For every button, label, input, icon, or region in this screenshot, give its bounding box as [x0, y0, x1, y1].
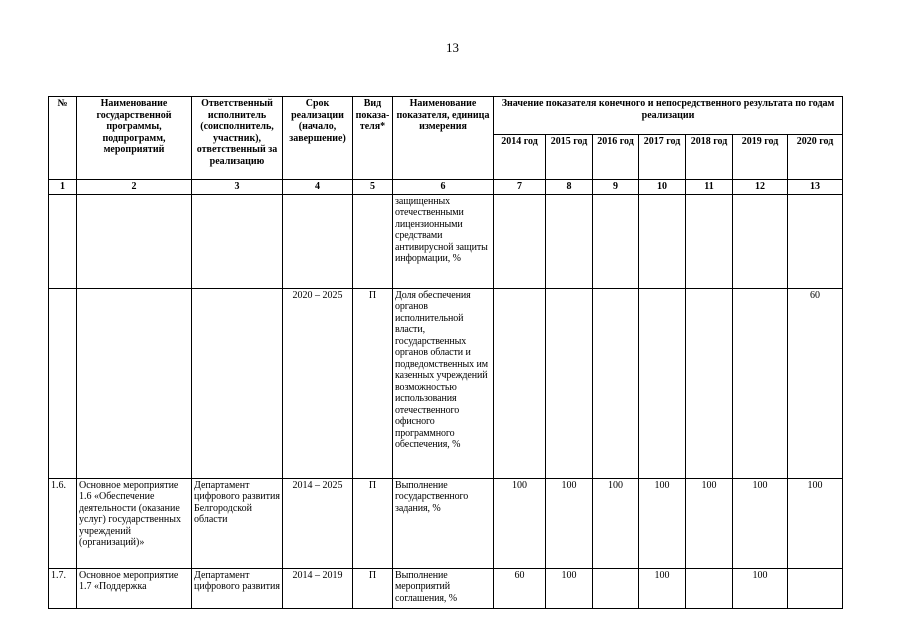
column-number: 9 — [593, 180, 639, 195]
cell-value — [686, 568, 733, 608]
cell-value — [639, 288, 686, 478]
column-number: 6 — [393, 180, 494, 195]
cell-name: Основное мероприятие 1.7 «Поддержка — [77, 568, 192, 608]
cell-executor: Департамент цифрового развития — [192, 568, 283, 608]
column-number: 12 — [733, 180, 788, 195]
column-numbers-row — [49, 180, 843, 195]
indicator-table — [48, 96, 843, 609]
header-name: Наименование государственной программы, подпрограмм, мероприятий — [77, 97, 192, 180]
header-year: 2017 год — [639, 135, 686, 180]
column-number: 8 — [546, 180, 593, 195]
header-year: 2018 год — [686, 135, 733, 180]
header-values-group: Значение показателя конечного и непосредственного результата по годам реализации — [494, 97, 843, 135]
cell-value — [494, 194, 546, 288]
cell-value: 100 — [788, 478, 843, 568]
cell-indicator: Доля обеспечения органов исполнительной власти, государственных органов области и подведомственных им казенных учреждений возможностью использования отечественного офисного программного обеспечения, % — [393, 288, 494, 478]
cell-value: 100 — [494, 478, 546, 568]
cell-no — [49, 194, 77, 288]
cell-indicator: Выполнение мероприятий соглашения, % — [393, 568, 494, 608]
cell-no: 1.6. — [49, 478, 77, 568]
cell-no — [49, 288, 77, 478]
column-number: 1 — [49, 180, 77, 195]
cell-value: 60 — [788, 288, 843, 478]
cell-name: Основное мероприятие 1.6 «Обеспечение деятельности (оказание услуг) государственных учреждений (организаций)» — [77, 478, 192, 568]
header-period: Срок реализации (начало, завершение) — [283, 97, 353, 180]
column-number: 2 — [77, 180, 192, 195]
column-number: 13 — [788, 180, 843, 195]
cell-executor — [192, 288, 283, 478]
cell-value — [686, 288, 733, 478]
cell-name — [77, 288, 192, 478]
column-number: 5 — [353, 180, 393, 195]
cell-value — [593, 194, 639, 288]
table-row — [49, 478, 843, 568]
table-row — [49, 568, 843, 608]
header-kind: Вид показа-теля* — [353, 97, 393, 180]
cell-value — [593, 568, 639, 608]
column-number: 10 — [639, 180, 686, 195]
cell-kind: П — [353, 568, 393, 608]
cell-no: 1.7. — [49, 568, 77, 608]
cell-period: 2014 – 2025 — [283, 478, 353, 568]
cell-value — [494, 288, 546, 478]
cell-kind: П — [353, 288, 393, 478]
cell-value: 100 — [593, 478, 639, 568]
header-indicator: Наименование показателя, единица измерения — [393, 97, 494, 180]
cell-value: 100 — [546, 478, 593, 568]
cell-value: 100 — [733, 568, 788, 608]
column-number: 4 — [283, 180, 353, 195]
header-year: 2014 год — [494, 135, 546, 180]
cell-value — [639, 194, 686, 288]
column-number: 3 — [192, 180, 283, 195]
cell-value — [788, 568, 843, 608]
cell-executor: Департамент цифрового развития Белгородской области — [192, 478, 283, 568]
cell-kind — [353, 194, 393, 288]
column-number: 11 — [686, 180, 733, 195]
cell-value: 60 — [494, 568, 546, 608]
cell-value — [733, 288, 788, 478]
cell-value — [733, 194, 788, 288]
cell-value — [593, 288, 639, 478]
cell-value — [546, 194, 593, 288]
cell-value: 100 — [639, 478, 686, 568]
cell-indicator: защищенных отечественными лицензионными средствами антивирусной защиты информации, % — [393, 194, 494, 288]
header-year: 2015 год — [546, 135, 593, 180]
cell-value: 100 — [733, 478, 788, 568]
cell-period — [283, 194, 353, 288]
cell-kind: П — [353, 478, 393, 568]
table-row — [49, 194, 843, 288]
header-year: 2019 год — [733, 135, 788, 180]
header-year: 2020 год — [788, 135, 843, 180]
cell-period: 2020 – 2025 — [283, 288, 353, 478]
cell-value — [788, 194, 843, 288]
cell-value: 100 — [546, 568, 593, 608]
cell-value — [546, 288, 593, 478]
cell-name — [77, 194, 192, 288]
header-executor: Ответственный исполнитель (соисполнитель, участник), ответственный за реализацию — [192, 97, 283, 180]
column-number: 7 — [494, 180, 546, 195]
cell-value: 100 — [639, 568, 686, 608]
cell-value — [686, 194, 733, 288]
table-row — [49, 288, 843, 478]
page-number: 13 — [446, 40, 459, 55]
cell-period: 2014 – 2019 — [283, 568, 353, 608]
cell-executor — [192, 194, 283, 288]
cell-indicator: Выполнение государственного задания, % — [393, 478, 494, 568]
header-year: 2016 год — [593, 135, 639, 180]
cell-value: 100 — [686, 478, 733, 568]
header-no: № — [49, 97, 77, 180]
